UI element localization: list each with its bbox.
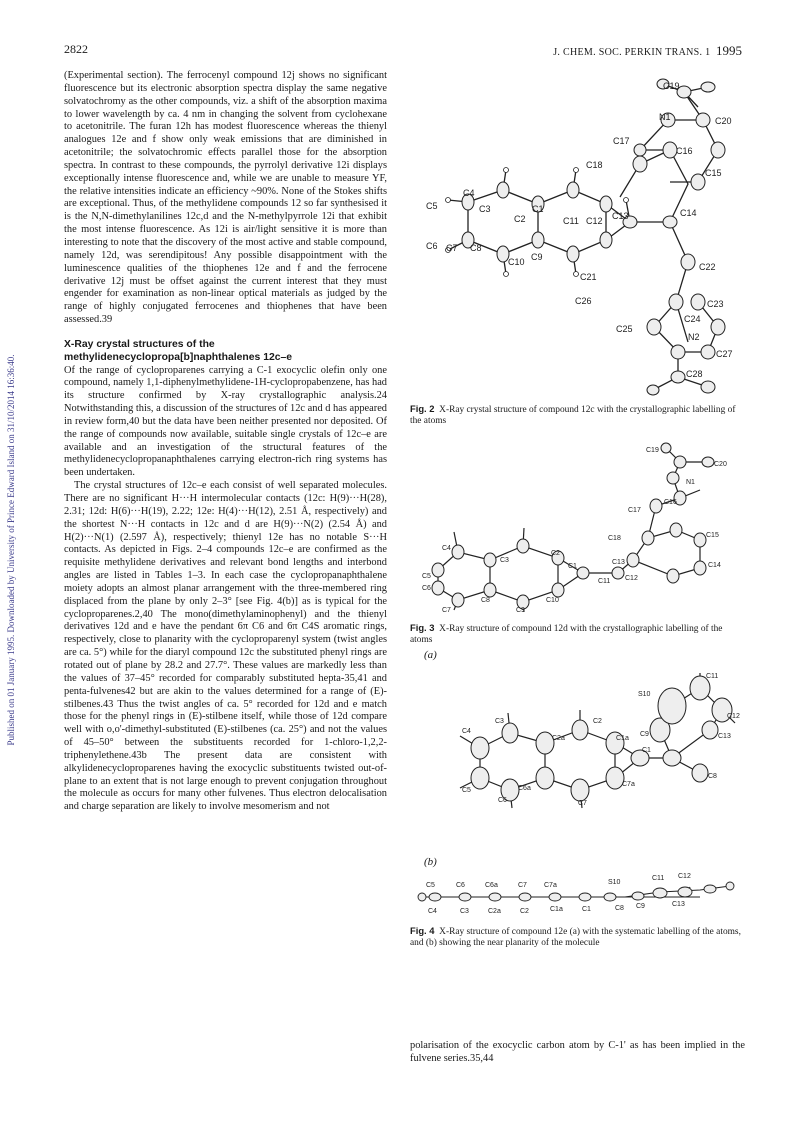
atom-label: C4 [463,188,475,198]
atom-label: C10 [508,257,525,267]
atom-label: S10 [638,691,651,698]
paragraph-2: Of the range of cycloproparenes carrying a C-1 exocyclic olefin only one compound, namely 1,1-diphenylmethylidene-1H-cyclopropabenzene, has had its structure confirmed by X-ray crystallographic analysis.24 Notwithstanding this, a discussion of the structures of 12c and d has appeared in review form,40 but the data have been neither presented nor deposited. Of the range of compounds now available, suitable single crystals of 12c–e are available and an investigation of the structural features of the methylidenecyclopropanaphthalenes carrying electron-rich ring systems has been undertaken. [64,364,387,479]
atom-label: C6 [422,585,431,592]
figure-2-caption-text: X-Ray crystal structure of compound 12c with the crystallographic labelling of the atoms [410,405,736,427]
atom-label: C13 [672,901,685,908]
atom-label: C26 [575,296,592,306]
figure-3 [418,440,738,615]
atom-label: C7a [622,781,635,788]
journal-header [553,43,742,59]
atom-label: C17 [613,136,630,146]
atom-label: C1a [550,906,563,913]
figure-3-caption-text: X-Ray structure of compound 12d with the crystallographic labelling of the atoms [410,624,723,646]
atom-label: C16 [664,499,677,506]
atom-label: C21 [580,272,597,282]
atom-label: C1 [568,563,577,570]
atom-label: C9 [516,607,525,614]
right-column-text: polarisation of the exocyclic carbon atom by C-1' as has been implied in the fulvene series.35,44 [410,1040,745,1064]
atom-label: C7 [442,607,451,614]
atom-label: C10 [546,597,559,604]
atom-label: C6 [426,241,438,251]
atom-label: C2 [551,550,560,557]
figure-4b-structure [410,872,750,917]
atom-label: C6 [498,797,507,804]
atom-label: C6a [485,882,498,889]
atom-label: C7 [578,800,587,807]
atom-label: C1a [616,735,629,742]
atom-label: C25 [616,324,633,334]
atom-label: C14 [680,208,697,218]
atom-label: C17 [628,507,641,514]
atom-label: C6 [456,882,465,889]
figure-4b [410,872,750,917]
atom-label: C2 [593,718,602,725]
figure-4-label: Fig. 4 [410,925,435,936]
atom-label: C11 [563,216,579,226]
figure-4-caption [410,925,745,949]
figure-4a-label: (a) [424,649,437,661]
atom-label: C9 [531,252,543,262]
atom-label: C5 [422,573,431,580]
figure-3-caption [410,622,745,646]
atom-label: C3 [500,557,509,564]
atom-label: C7 [518,882,527,889]
atom-label: C2 [520,908,529,915]
atom-label: C13 [612,559,625,566]
atom-label: C14 [708,562,721,569]
atom-label: C28 [686,369,703,379]
atom-label: C4 [442,545,451,552]
atom-label: C24 [684,314,701,324]
atom-label: C12 [727,713,740,720]
atom-label: C3 [495,718,504,725]
atom-label: C1 [532,204,544,214]
atom-label: C6a [518,785,531,792]
figure-2 [408,72,753,407]
atom-label: C7 [446,243,458,253]
atom-label: C3 [479,204,491,214]
atom-label: C22 [699,262,716,272]
atom-label: C20 [715,116,732,126]
atom-label: C19 [646,447,659,454]
figure-2-caption [410,403,745,427]
atom-label: C18 [586,160,603,170]
atom-label: C9 [640,731,649,738]
figure-3-label: Fig. 3 [410,622,435,633]
atom-label: C11 [706,673,719,680]
atom-label: C19 [663,81,680,91]
atom-label: C12 [586,216,603,226]
atom-label: C23 [707,299,724,309]
left-column [64,70,387,814]
atom-label: C15 [705,168,722,178]
paragraph-1: (Experimental section). The ferrocenyl compound 12j shows no significant fluorescence but its electronic absorption spectra display the same negative solvatochromy as the other compounds, viz. a shift of the absorption maxima to lower wavelength by ca. 4 nm in changing the solvent from cyclohexane to acetonitrile. The furan 12h has modest fluorescence whereas the thienyl analogues 12e and f show only weak emissions that are diminished in acetonitrile; the solvatochromic effects parallel those for the absorption spectra. In contrast to these compounds, the pyrrolyl derivative 12i displays exceptionally intense fluorescence and, while we are unable to measure YF, the relative intensities indicate an efficiency ~90%. None of the Stokes shifts are exceptional. Thus, of the methylidene compounds 12 so far synthesised it is the N,N-dimethylanilines 12c,d and the N-methylpyrrole 12i that exhibit the most intense fluorescence. As 12i is air/light sensitive it is more than interesting to note that the discovery of the most active and stable compound, namely 12d, was serendipitous! Any possible disappointment with the luminescence qualities of the thiophenes 12e and f and the ferrocene derivative 12j must be offset against the current interest that they must engender for examination as non-linear optical materials as judged by the range of highly conjugated ferrocenes and thiophenes that have been assessed.39 [64,70,387,326]
atom-label: C13 [718,733,731,740]
figure-3-structure [418,440,738,615]
paragraph-3: The crystal structures of 12c–e each consist of well separated molecules. There are no significant H···H intermolecular contacts (12c: H(9)···H(28), 2.31; 12d: H(6)···H(19), 2.22; 12e: H(4)···H(12), 2.51 Å, respectively) and the shortest N···H contacts in 12c and d are H(9)···N(2) (2.54 Å) and H(2)···N(1) (2.597 Å), respectively; thienyl 12e has no notable S···H contacts. As depicted in Figs. 2–4 compounds 12c–e are confirmed as the requisite methylidene derivatives and relevant bond lengths and interbond angles are listed in Tables 1–3. In each case the cyclopropanaphthalene moiety adopts an almost planar arrangement with the three-membered ring displaced from the plane by only 2–3° [see Fig. 4(b)] as is typical for the cycloproparenes.2,40 The mono(dimethylaminophenyl) and the thienyl derivatives 12d and e have the pendant 6π C6 and 6π C4S aromatic rings, respectively, close to planarity with the cycloproparenyl system (twist angles are ca. 5°) while for the diaryl compound 12c the substituted phenyl rings are rotated out of plane by 28.2 and 27.7°. These values are markedly less than the values of 37–45° recorded for comparably substituted hepta-35,41 and penta-fulvenes42 but are akin to the values determined for a range of (E)-stilbenes.43 Thus the twist angles of ca. 5° recorded for 12d and e match those for the phenyl rings in (E)-stilbene itself, while those of 12d compare well with o,o'-dimethyl-substituted (E)-stilbenes (ca. 25°) and not the values of 45–50° between the substituents recorded for 1-chloro-1,2,2-triphenylethene.43b The present data are consistent with alkylidenecycloproparenes having the exocyclic substituents twisted out-of-plane to an extent that is not large enough to prevent conjugation throughout the molecule as occurs for many other fulvenes. Thus electron delocalisation and charge separation are likely to involve mesomerism and not [64,480,387,813]
figure-2-atom-labels [426,81,733,379]
atom-label: C5 [426,882,435,889]
atom-label: C8 [708,773,717,780]
atom-label: C27 [716,349,733,359]
atom-label: N1 [659,112,671,122]
page-number: 2822 [64,42,88,56]
atom-label: S10 [608,879,621,886]
atom-label: C11 [652,875,665,882]
atom-label: C12 [678,873,691,880]
atom-label: C4 [428,908,437,915]
atom-label: C8 [615,905,624,912]
atom-label: C1 [642,747,651,754]
figure-4-caption-text: X-Ray structure of compound 12e (a) with the systematic labelling of the atoms, and (b) showing the near planarity of the molecule [410,927,741,949]
figure-4a [410,668,750,833]
figure-2-label: Fig. 2 [410,403,435,414]
atom-label: C3 [460,908,469,915]
atom-label: C16 [676,146,693,156]
atom-label: C12 [625,575,638,582]
atom-label: C11 [598,578,611,585]
figure-4b-label: (b) [424,856,437,868]
atom-label: C2a [488,908,501,915]
atom-label: C15 [706,532,719,539]
atom-label: C4 [462,728,471,735]
atom-label: C9 [636,903,645,910]
atom-label: C13 [612,211,629,221]
atom-label: C5 [462,787,471,794]
journal-name: J. CHEM. SOC. PERKIN TRANS. 1 [553,47,711,58]
download-watermark [4,200,18,900]
section-heading: X-Ray crystal structures of the methylidenecyclopropa[b]naphthalenes 12c–e [64,338,293,363]
atom-label: C5 [426,201,438,211]
figure-4a-structure [410,668,750,833]
download-watermark-text: Published on 01 January 1995. Downloaded by University of Prince Edward Island on 31/10/2014 16:36:40. [6,354,16,746]
figure-2-structure [408,72,753,407]
atom-label: N1 [686,479,695,486]
atom-label: N2 [688,332,700,342]
atom-label: C1 [582,906,591,913]
atom-label: C2 [514,214,526,224]
atom-label: C20 [714,461,727,468]
journal-year: 1995 [716,43,742,58]
atom-label: C7a [544,882,557,889]
atom-label: C2a [552,735,565,742]
atom-label: C8 [481,597,490,604]
atom-label: C8 [470,243,482,253]
atom-label: C18 [608,535,621,542]
